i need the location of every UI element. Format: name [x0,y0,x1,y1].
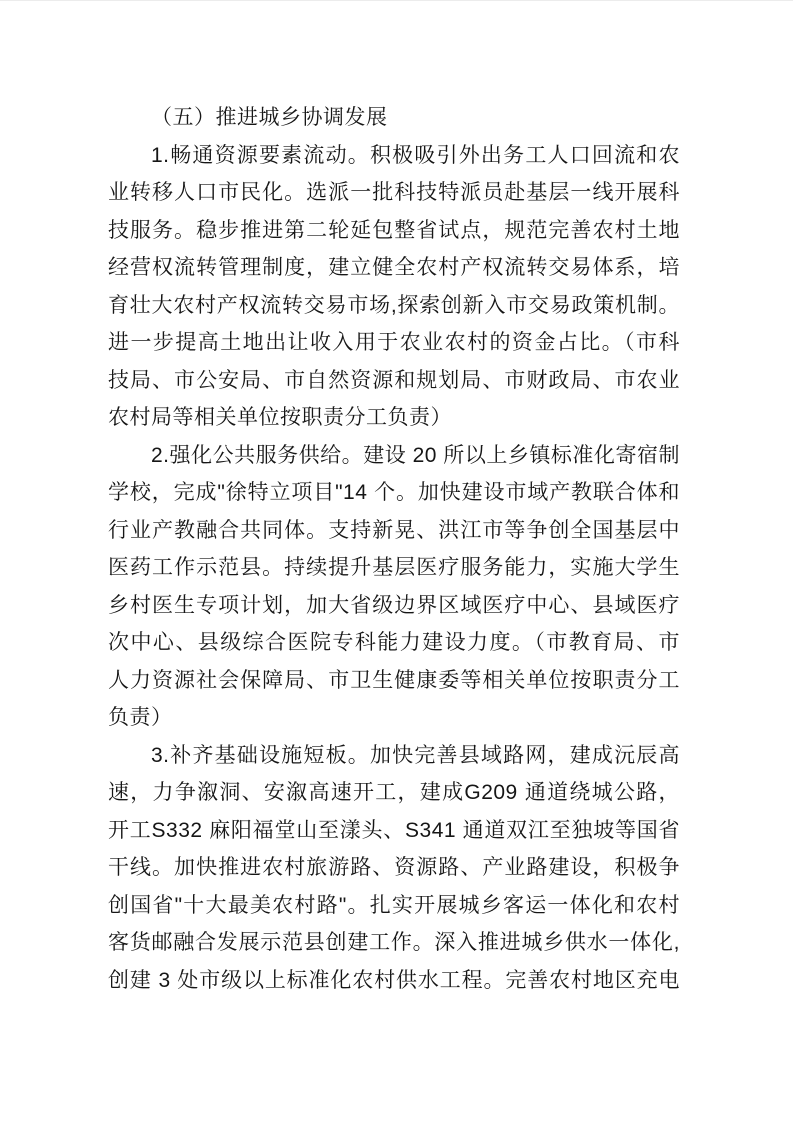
text-line: 经营权流转管理制度，建立健全农村产权流转交易体系，培 [108,256,680,279]
text-line: 行业产教融合共同体。支持新晃、洪江市等争创全国基层中 [108,518,680,542]
text-line: 医药工作示范县。持续提升基层医疗服务能力，实施大学生 [108,556,680,579]
text-line: 技局、市公安局、市自然资源和规划局、市财政局、市农业 [108,368,680,392]
text-line: 干线。加快推进农村旅游路、资源路、产业路建设，积极争 [108,856,680,879]
text-line: 乡村医生专项计划，加大省级边界区域医疗中心、县域医疗 [108,593,680,617]
text-line: 业转移人口市民化。选派一批科技特派员赴基层一线开展科 [108,181,680,204]
text-line: 2.强化公共服务供给。建设 20 所以上乡镇标准化寄宿制 [151,443,680,467]
text-line: 负责） [108,706,173,729]
section-heading: （五）推进城乡协调发展 [151,106,388,129]
paragraphs [108,137,680,1000]
text-line: 次中心、县级综合医院专科能力建设力度。（市教育局、市 [108,631,680,654]
text-line: 3.补齐基础设施短板。加快完善县域路网，建成沅辰高 [151,743,680,767]
text-line: 技服务。稳步推进第二轮延包整省试点，规范完善农村土地 [108,218,680,242]
text-line: 进一步提高土地出让收入用于农业农村的资金占比。（市科 [108,331,680,354]
text-line: 人力资源社会保障局、市卫生健康委等相关单位按职责分工 [108,668,680,692]
text-line: 速，力争溆洞、安溆高速开工，建成G209 通道绕城公路， [108,781,680,804]
text-line: 创国省"十大最美农村路"。扎实开展城乡客运一体化和农村 [108,893,680,917]
text-line: 农村局等相关单位按职责分工负责） [108,406,452,429]
text-line: 开工S332 麻阳福堂山至漾头、S341 通道双江至独坡等国省 [108,818,680,842]
text-line: 1.畅通资源要素流动。积极吸引外出务工人口回流和农 [151,143,680,167]
text-line: 育壮大农村产权流转交易市场,探索创新入市交易政策机制。 [108,293,680,317]
text-line: 学校，完成"徐特立项目"14 个。加快建设市域产教联合体和 [108,481,680,504]
text-line: 创建 3 处市级以上标准化农村供水工程。完善农村地区充电 [108,968,680,992]
text-line: 客货邮融合发展示范县创建工作。深入推进城乡供水一体化, [108,931,680,954]
